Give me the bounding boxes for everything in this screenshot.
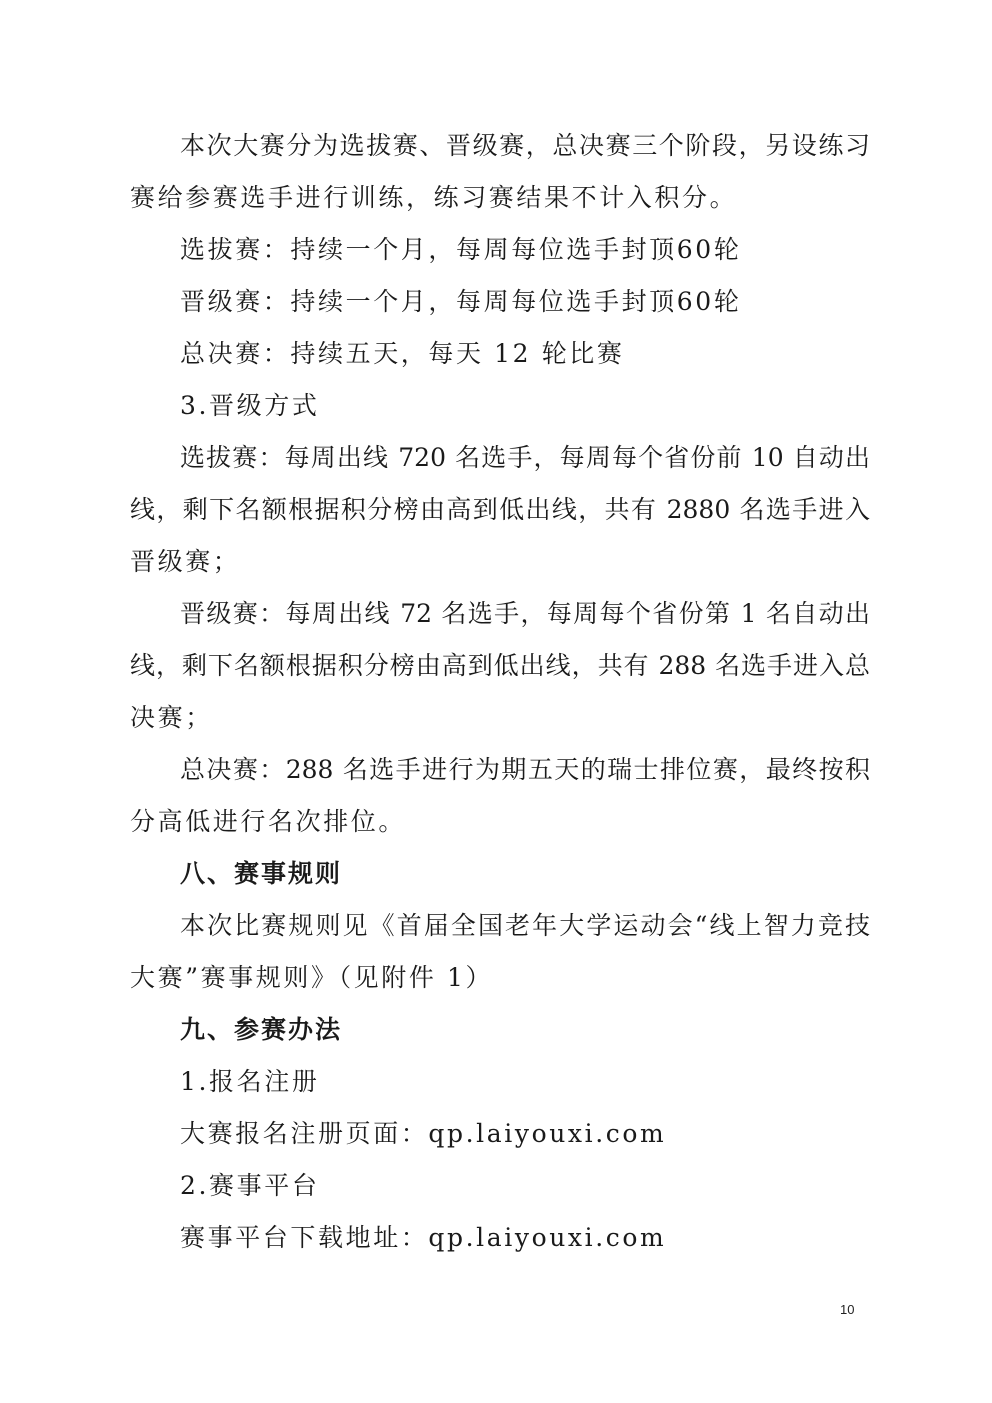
promotion-round-line-1: 晋级赛：每周出线 72 名选手，每周每个省份第 1 名自动出 (180, 599, 870, 628)
finals-line-1: 总决赛：288 名选手进行为期五天的瑞士排位赛，最终按积 (180, 755, 870, 784)
finals-line-2: 分高低进行名次排位。 (130, 807, 407, 836)
paragraph-stages-line-1: 本次大赛分为选拔赛、晋级赛，总决赛三个阶段，另设练习 (180, 131, 870, 160)
subsection-promotion-method: 3.晋级方式 (180, 391, 320, 420)
selection-round-duration: 选拔赛：持续一个月，每周每位选手封顶60轮 (180, 235, 742, 264)
rules-paragraph-line-1: 本次比赛规则见《首届全国老年大学运动会“线上智力竞技 (180, 911, 870, 940)
subsection-platform: 2.赛事平台 (180, 1171, 320, 1200)
promotion-round-duration: 晋级赛：持续一个月，每周每位选手封顶60轮 (180, 287, 742, 316)
promotion-round-line-2: 线，剩下名额根据积分榜由高到低出线，共有 288 名选手进入总 (130, 651, 870, 680)
section-heading-rules: 八、赛事规则 (180, 859, 343, 888)
finals-duration: 总决赛：持续五天，每天 12 轮比赛 (180, 339, 625, 368)
page-number: 10 (840, 1302, 855, 1317)
registration-url: 大赛报名注册页面：qp.laiyouxi.com (180, 1119, 667, 1148)
selection-promotion-line-2: 线，剩下名额根据积分榜由高到低出线，共有 2880 名选手进入 (130, 495, 870, 524)
subsection-registration: 1.报名注册 (180, 1067, 320, 1096)
rules-paragraph-line-2: 大赛”赛事规则》（见附件 1） (130, 963, 494, 992)
section-heading-participation: 九、参赛办法 (180, 1015, 343, 1044)
platform-download-url: 赛事平台下载地址：qp.laiyouxi.com (180, 1223, 667, 1252)
paragraph-stages-line-2: 赛给参赛选手进行训练，练习赛结果不计入积分。 (130, 183, 738, 212)
selection-promotion-line-3: 晋级赛； (130, 547, 241, 576)
selection-promotion-line-1: 选拔赛：每周出线 720 名选手，每周每个省份前 10 自动出 (180, 443, 870, 472)
promotion-round-line-3: 决赛； (130, 703, 213, 732)
